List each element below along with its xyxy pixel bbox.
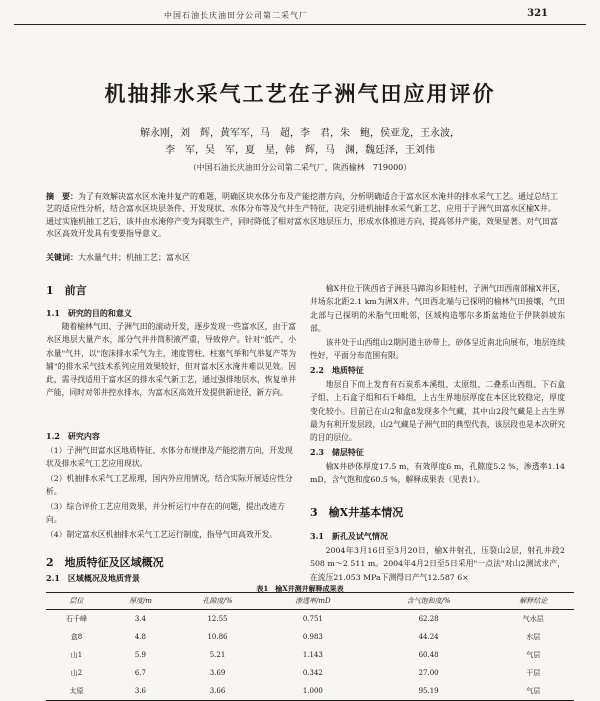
table-cell: 3.66 <box>174 682 261 701</box>
table-cell: 1.000 <box>261 682 365 701</box>
running-header <box>14 6 586 25</box>
journal-name: 中国石油长庆油田分公司第二采气厂 <box>164 11 308 20</box>
section-1-2-heading: 1.2 研究内容 <box>46 431 100 441</box>
research-item-3: （3）综合评价工艺应用效果，并分析运行中存在的问题，提出改进方向。 <box>46 502 285 525</box>
perforation-paragraph: 2004年3月16日至3月20日，榆X井射孔，压裂山2层，射孔井段2 508 m～2 511 m。2004年4月2日至5日采用"一点法"对山2测试求产，在流压21.053 MPa下测得日产气12.587 6× <box>310 546 565 582</box>
section-3-1-heading: 3.1 新孔及试气情况 <box>310 531 388 541</box>
table-cell: 气水层 <box>522 615 544 623</box>
table-row <box>46 628 574 646</box>
table-caption: 表1 榆X井测井解释成果表 <box>256 584 344 593</box>
section-2-3-heading: 2.3 储层特征 <box>310 447 364 457</box>
table-cell: 12.55 <box>207 615 228 623</box>
column-header: 孔隙度/% <box>174 593 261 610</box>
geology-paragraph: 地层自下而上发育有石炭系本溪组、太原组、二叠系山西组、下石盒子组、上石盒子组和石千峰组，上古生界地层厚度在本区比较稳定，厚度变化较小。目前已在山2和盒8发现多个气藏，其中山2段气藏是上古生界最为有利开发层段，山2气藏是子洲气田的典型代表，该层段也是本次研究的目的层位。 <box>310 380 565 443</box>
section-2-1-heading: 2.1 区域概况及地质背景 <box>46 573 140 583</box>
table-cell: 62.28 <box>418 615 439 623</box>
table-cell: 60.48 <box>418 651 439 659</box>
affiliation: （中国石油长庆油田分公司第二采气厂，陕西榆林 719000） <box>188 163 412 172</box>
author-list <box>0 125 600 159</box>
abstract-text: 为了有效解决富水区水淹井复产的难题，明确区块水体分布及产能挖潜方向，分析明确适合于富水区水淹井的排水采气工艺。通过总结工艺的适应性分析，结合富水区块层条件、开发现状、水体分布等及气井生产特征，决定引进机抽排水采气新工艺，应用于子洲气田富水区榆X井。通过实施机抽工艺后，该井由水淹停产变为间歇生产，同时降低了相对富水区地层压力，形成水体推进方向，提高邻井产能，效果显著。对气田富水区高效开发具有变要指导意义。 <box>46 192 558 238</box>
section-1-1-heading: 1.1 研究的目的和意义 <box>46 308 132 318</box>
abstract-label: 摘 要： <box>46 191 78 201</box>
table-cell: 石千峰 <box>66 615 88 623</box>
table-cell: 5.9 <box>134 651 147 659</box>
abstract <box>46 190 560 240</box>
table-row <box>46 610 574 629</box>
table-cell: 盒8 <box>70 633 83 641</box>
section-2-2-heading: 2.2 地质特征 <box>310 365 364 375</box>
research-item-2: （2）机抽排水采气工艺原理，国内外应用情况，结合实际开展适应性分析。 <box>46 474 293 497</box>
table-cell: 27.00 <box>418 669 439 677</box>
paper-title: 机抽排水采气工艺在子洲气田应用评价 <box>104 81 496 106</box>
table-cell: 干层 <box>526 669 541 677</box>
sand-body-paragraph: 该井处于山西组山2期河道主砂带上，砂体呈近南北向展布，地层连续性好，平面分布范围有限。 <box>310 338 565 361</box>
table-cell: 水层 <box>526 633 541 641</box>
research-item-4: （4）制定富水区机抽排水采气工艺运行制度，指导气田高效开发。 <box>46 530 278 539</box>
table-header-row <box>46 593 574 610</box>
table-cell: 0.751 <box>302 615 323 623</box>
table-row <box>46 682 574 701</box>
keywords-text: 大水量气井；机抽工艺；富水区 <box>78 253 190 262</box>
table-cell: 1.143 <box>302 651 323 659</box>
column-header: 层位 <box>46 593 107 610</box>
table-cell: 44.24 <box>418 633 439 641</box>
table-cell: 气层 <box>493 682 574 701</box>
section-2-heading: 2 地质特征及区域概况 <box>46 556 164 569</box>
table-cell: 3.69 <box>209 669 226 677</box>
table-cell: 气层 <box>526 651 541 659</box>
page-number: 321 <box>527 8 548 19</box>
table-row <box>46 646 574 664</box>
section-3-heading: 3 榆X井基本情况 <box>310 506 404 519</box>
section-1-1-paragraph: 随着榆林气田、子洲气田的滚动开发，逐步发现一些富水区，由于富水区地层大量产水，部分气井井筒积液严重，导致停产。针对"低产、小水量"气井，以"泡沫排水采气为主，速度管柱、柱塞气举和气举复产等为辅"的排水采气技术系列应用效果较好，但对富水区水淹井难以见效。因此，需寻找适用于富水区的排水采气新工艺，通过强排地层水，恢复单井产能，同时对邻井控水排水，为富水区高效开发提供新途径，新方向。 <box>46 322 296 398</box>
table-cell: 95.19 <box>365 682 493 701</box>
column-header: 厚度/m <box>107 593 174 610</box>
authors-line-1: 解永刚，刘 辉，黄军军，马 超，李 君，朱 鲍，侯亚龙，王永波， <box>140 128 460 139</box>
column-header: 解释结论 <box>493 593 574 610</box>
research-item-1: （1）子洲气田富水区地质特征、水体分布规律及产能挖潜方向，开发现状及排水采气工艺应用现状。 <box>46 446 293 469</box>
table-cell: 3.4 <box>134 615 147 623</box>
section-1-heading: 1 前言 <box>46 284 87 297</box>
log-interpretation-table <box>46 592 574 701</box>
table-row <box>46 664 574 682</box>
keywords-label: 关键词： <box>46 252 78 262</box>
location-paragraph: 榆X井位于陕西省子洲县马蹄沟乡阳桂村，子洲气田西南部榆X井区，井场东北距2.1 km为洲X井。气田西北端与已探明的榆林气田接壤，气田北部与已探明的米脂气田毗邻，区域构造鄂尔多斯盆地位于伊陕斜坡东部。 <box>310 284 565 333</box>
column-header: 含气饱和度/% <box>365 593 493 610</box>
reservoir-paragraph: 榆X井砂体厚度17.5 m，有效厚度6 m，孔隙度5.2 %，渗透率1.14 mD，含气饱和度60.5 %，解释成果表（见表1）。 <box>310 462 565 485</box>
table-cell: 山2 <box>70 669 83 677</box>
table-cell: 5.21 <box>209 651 226 659</box>
table-cell: 4.8 <box>134 633 147 641</box>
table-cell: 0.342 <box>302 669 323 677</box>
table-cell: 山1 <box>70 651 83 659</box>
table-cell: 太原 <box>46 682 107 701</box>
keywords <box>46 252 560 263</box>
table-cell: 6.7 <box>134 669 147 677</box>
table-cell: 10.86 <box>207 633 228 641</box>
table-cell: 3.6 <box>107 682 174 701</box>
table-cell: 0.983 <box>302 633 323 641</box>
column-header: 渗透率/mD <box>261 593 365 610</box>
authors-line-2: 李 军，吴 军，夏 星，韩 辉，马 渊，魏廷泽，王刘伟 <box>165 145 435 156</box>
